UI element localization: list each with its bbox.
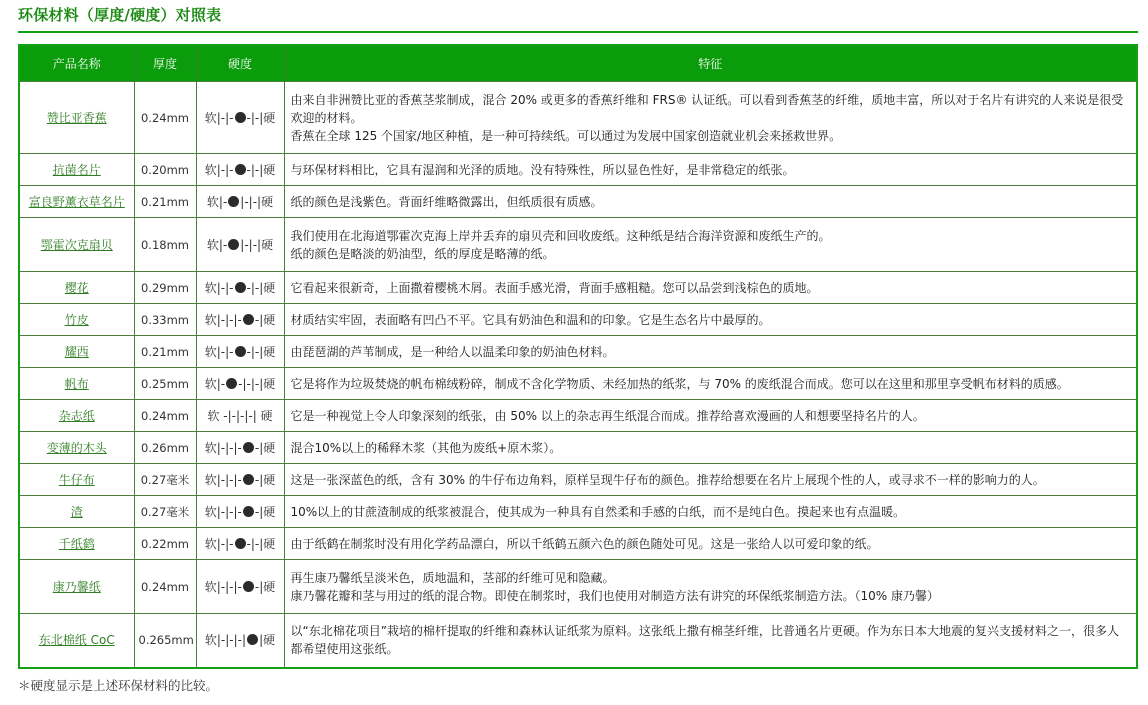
feature-text: 纸的颜色是略淡的奶油型，纸的厚度是略薄的纸。 [290, 246, 555, 261]
feature-text: 由琵琶湖的芦苇制成，是一种给人以温柔印象的奶油色材料。 [290, 344, 615, 359]
features-cell [284, 496, 1137, 528]
feature-text: 10%以上的甘蔗渣制成的纸浆被混合，使其成为一种具有自然柔和手感的白纸，而不是纯白色。摸起来也有点温暖。 [290, 504, 906, 519]
product-name-cell [19, 464, 134, 496]
feature-text: 它是将作为垃圾焚烧的帆布棉绒粉碎，制成不含化学物质、未经加热的纸浆，与 70% 的废纸混合而成。您可以在这里和那里享受帆布材料的质感。 [290, 376, 1069, 391]
features-cell [284, 186, 1137, 218]
product-link[interactable]: 帆布 [64, 376, 89, 391]
table-row [19, 218, 1137, 272]
header-hardness: 硬度 [196, 45, 284, 82]
features-cell [284, 82, 1137, 154]
product-link[interactable]: 东北棉纸 CoC [38, 633, 115, 648]
thickness-cell: 0.20mm [134, 154, 196, 186]
hardness-marker-icon [235, 346, 246, 357]
thickness-cell: 0.27毫米 [134, 464, 196, 496]
product-name-cell [19, 368, 134, 400]
product-name-cell [19, 218, 134, 272]
features-cell [284, 432, 1137, 464]
table-row [19, 614, 1137, 668]
product-name-cell [19, 272, 134, 304]
product-link[interactable]: 耀西 [64, 344, 89, 359]
hardness-marker-icon [247, 634, 258, 645]
footnote: ＊硬度显示是上述环保材料的比较。 [18, 678, 219, 693]
hardness-marker-icon [243, 581, 254, 592]
feature-text: 与环保材料相比，它具有湿润和光泽的质地。没有特殊性，所以显色性好，是非常稳定的纸张。 [290, 162, 795, 177]
product-name-cell [19, 154, 134, 186]
hardness-scale: 软|- |-|-|硬 [196, 186, 284, 218]
hardness-scale: 软|-|- -|-|硬 [196, 272, 284, 304]
table-row [19, 496, 1137, 528]
hardness-marker-icon [228, 239, 239, 250]
hardness-scale: 软|-|- -|-|硬 [196, 528, 284, 560]
hardness-scale: 软 -|-|-|-| 硬 [196, 400, 284, 432]
table-row [19, 82, 1137, 154]
product-link[interactable]: 鄂霍次克扇贝 [40, 237, 113, 252]
product-link[interactable]: 樱花 [64, 280, 89, 295]
thickness-cell: 0.18mm [134, 218, 196, 272]
product-name-cell [19, 186, 134, 218]
hardness-marker-icon [243, 314, 254, 325]
table-row [19, 400, 1137, 432]
product-name-cell [19, 614, 134, 668]
table-row [19, 560, 1137, 614]
feature-text: 我们使用在北海道鄂霍次克海上岸并丢弃的扇贝壳和回收废纸。这种纸是结合海洋资源和废纸生产的。 [290, 228, 831, 243]
thickness-cell: 0.24mm [134, 400, 196, 432]
hardness-marker-icon [243, 442, 254, 453]
hardness-scale: 软|-|-|- -|硬 [196, 432, 284, 464]
product-name-cell [19, 336, 134, 368]
page-title: 环保材料（厚度/硬度）对照表 [18, 6, 222, 24]
feature-text: 由来自非洲赞比亚的香蕉茎浆制成，混合 20% 或更多的香蕉纤维和 FRS® 认证纸。可以看到香蕉茎的纤维，质地丰富，所以对于名片有讲究的人来说是很受欢迎的材料。 [290, 92, 1124, 125]
thickness-cell: 0.29mm [134, 272, 196, 304]
table-row [19, 272, 1137, 304]
thickness-cell: 0.265mm [134, 614, 196, 668]
features-cell [284, 218, 1137, 272]
feature-text: 香蕉在全球 125 个国家/地区种植，是一种可持续纸。可以通过为发展中国家创造就业机会来拯救世界。 [290, 128, 842, 143]
thickness-cell: 0.21mm [134, 186, 196, 218]
table-header-row [19, 45, 1137, 82]
hardness-marker-icon [235, 164, 246, 175]
features-cell [284, 400, 1137, 432]
header-thickness: 厚度 [134, 45, 196, 82]
hardness-scale: 软|- |-|-|硬 [196, 218, 284, 272]
title-divider [18, 31, 1138, 33]
feature-text: 它是一种视觉上令人印象深刻的纸张，由 50% 以上的杂志再生纸混合而成。推荐给喜欢漫画的人和想要坚持名片的人。 [290, 408, 925, 423]
feature-text: 它看起来很新奇，上面撒着樱桃木屑。表面手感光滑，背面手感粗糙。您可以品尝到浅棕色的质地。 [290, 280, 819, 295]
thickness-cell: 0.24mm [134, 82, 196, 154]
table-body [19, 82, 1137, 668]
table-row [19, 336, 1137, 368]
thickness-cell: 0.21mm [134, 336, 196, 368]
features-cell [284, 368, 1137, 400]
product-name-cell [19, 560, 134, 614]
features-cell [284, 464, 1137, 496]
hardness-scale: 软|-|-|- -|硬 [196, 304, 284, 336]
feature-text: 这是一张深蓝色的纸，含有 30% 的牛仔布边角料，原样呈现牛仔布的颜色。推荐给想要在名片上展现个性的人，或寻求不一样的影响力的人。 [290, 472, 1045, 487]
hardness-scale: 软|- -|-|-|硬 [196, 368, 284, 400]
thickness-cell: 0.26mm [134, 432, 196, 464]
product-link[interactable]: 渣 [70, 504, 83, 519]
product-link[interactable]: 富良野薰衣草名片 [28, 194, 125, 209]
product-link[interactable]: 康乃馨纸 [52, 579, 101, 594]
table-row [19, 154, 1137, 186]
product-link[interactable]: 变薄的木头 [46, 440, 107, 455]
feature-text: 以“东北棉花项目”栽培的棉杆提取的纤维和森林认证纸浆为原料。这张纸上撒有棉茎纤维，比普通名片更硬。作为东日本大地震的复兴支援材料之一，很多人都希望使用这张纸。 [290, 624, 1119, 657]
features-cell [284, 528, 1137, 560]
features-cell [284, 304, 1137, 336]
features-cell [284, 560, 1137, 614]
feature-text: 由于纸鹤在制浆时没有用化学药品漂白，所以千纸鹤五颜六色的颜色随处可见。这是一张给人以可爱印象的纸。 [290, 536, 879, 551]
features-cell [284, 272, 1137, 304]
hardness-marker-icon [235, 282, 246, 293]
product-name-cell [19, 400, 134, 432]
product-name-cell [19, 496, 134, 528]
product-link[interactable]: 抗菌名片 [52, 162, 101, 177]
thickness-cell: 0.33mm [134, 304, 196, 336]
product-link[interactable]: 竹皮 [64, 312, 89, 327]
hardness-scale: 软|-|- -|-|硬 [196, 336, 284, 368]
thickness-cell: 0.25mm [134, 368, 196, 400]
product-link[interactable]: 千纸鹤 [58, 536, 95, 551]
hardness-scale: 软|-|-|- -|硬 [196, 464, 284, 496]
product-name-cell [19, 304, 134, 336]
hardness-scale: 软|-|-|-| |硬 [196, 614, 284, 668]
features-cell [284, 614, 1137, 668]
table-row [19, 464, 1137, 496]
header-product-name: 产品名称 [19, 45, 134, 82]
product-link[interactable]: 牛仔布 [58, 472, 95, 487]
table-row [19, 528, 1137, 560]
feature-text: 再生康乃馨纸呈淡米色，质地温和，茎部的纤维可见和隐藏。 [290, 570, 615, 585]
feature-text: 纸的颜色是浅紫色。背面纤维略微露出，但纸质很有质感。 [290, 194, 603, 209]
product-link[interactable]: 杂志纸 [58, 408, 95, 423]
header-features: 特征 [284, 45, 1137, 82]
hardness-marker-icon [228, 196, 239, 207]
hardness-scale: 软|-|- -|-|硬 [196, 82, 284, 154]
features-cell [284, 154, 1137, 186]
thickness-cell: 0.24mm [134, 560, 196, 614]
hardness-marker-icon [235, 538, 246, 549]
table-row [19, 304, 1137, 336]
thickness-cell: 0.22mm [134, 528, 196, 560]
comparison-table [18, 44, 1138, 669]
hardness-scale: 软|-|- -|-|硬 [196, 154, 284, 186]
table-row [19, 368, 1137, 400]
hardness-marker-icon [243, 474, 254, 485]
feature-text: 材质结实牢固，表面略有凹凸不平。它具有奶油色和温和的印象。它是生态名片中最厚的。 [290, 312, 771, 327]
product-name-cell [19, 432, 134, 464]
hardness-scale: 软|-|-|- -|硬 [196, 496, 284, 528]
table-row [19, 186, 1137, 218]
hardness-scale: 软|-|-|- -|硬 [196, 560, 284, 614]
features-cell [284, 336, 1137, 368]
feature-text: 康乃馨花瓣和茎与用过的纸的混合物。即使在制浆时，我们也使用对制造方法有讲究的环保纸浆制造方法。（10% 康乃馨） [290, 588, 939, 603]
hardness-marker-icon [243, 506, 254, 517]
hardness-marker-icon [226, 378, 237, 389]
product-name-cell [19, 528, 134, 560]
feature-text: 混合10%以上的稀释木浆（其他为废纸+原木浆）。 [290, 440, 562, 455]
thickness-cell: 0.27毫米 [134, 496, 196, 528]
product-link[interactable]: 赞比亚香蕉 [46, 110, 107, 125]
table-row [19, 432, 1137, 464]
hardness-marker-icon [235, 112, 246, 123]
product-name-cell [19, 82, 134, 154]
